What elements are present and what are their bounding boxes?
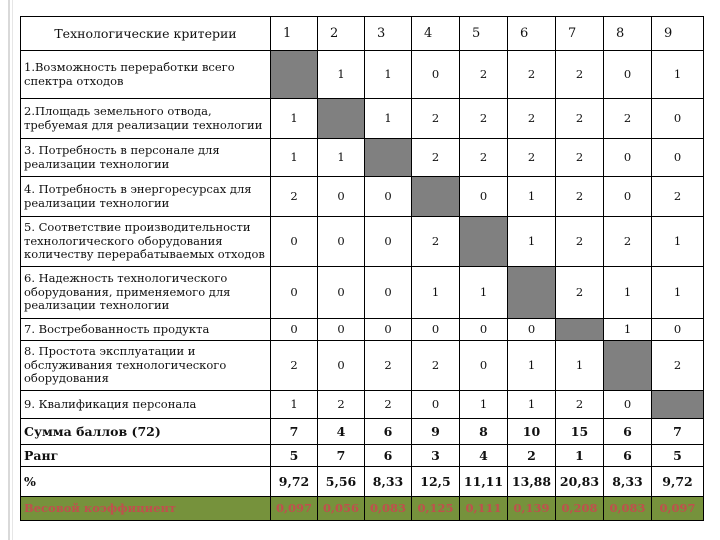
- matrix-cell: 0: [604, 51, 652, 99]
- matrix-cell: 2: [318, 391, 365, 419]
- matrix-cell: 0: [652, 99, 704, 139]
- criteria-label: 2.Площадь земельного отвода, требуемая для реализации технологии: [21, 99, 271, 139]
- weight-cell: 0,139: [508, 497, 556, 521]
- matrix-cell: 1: [508, 391, 556, 419]
- header-col-9: 9: [652, 17, 704, 51]
- matrix-cell: 1: [508, 177, 556, 217]
- matrix-cell: 2: [365, 341, 412, 391]
- header-col-4: 4: [412, 17, 460, 51]
- matrix-cell: 0: [365, 217, 412, 267]
- summary-cell: 7: [318, 445, 365, 467]
- matrix-cell: 0: [652, 319, 704, 341]
- weight-cell: 0,097: [271, 497, 318, 521]
- matrix-cell: 1: [508, 341, 556, 391]
- summary-cell: 8: [460, 419, 508, 445]
- criteria-row: [21, 139, 704, 177]
- matrix-cell: 0: [271, 267, 318, 319]
- matrix-cell: 2: [460, 51, 508, 99]
- matrix-cell: 2: [412, 99, 460, 139]
- matrix-cell: 2: [652, 177, 704, 217]
- matrix-cell: 1: [556, 341, 604, 391]
- weight-cell: 0,097: [652, 497, 704, 521]
- matrix-cell: 1: [318, 139, 365, 177]
- matrix-cell: 1: [604, 319, 652, 341]
- header-col-7: 7: [556, 17, 604, 51]
- criteria-label: 5. Соответствие производительности технологического оборудования количеству перерабатываемых отходов: [21, 217, 271, 267]
- summary-row: [21, 445, 704, 467]
- header-col-2: 2: [318, 17, 365, 51]
- criteria-row: [21, 341, 704, 391]
- header-col-1: 1: [271, 17, 318, 51]
- left-decorative-line-thin: [12, 0, 13, 540]
- matrix-cell: 0: [412, 391, 460, 419]
- matrix-cell: 0: [460, 319, 508, 341]
- header-col-8: 8: [604, 17, 652, 51]
- summary-cell: 20,83: [556, 467, 604, 497]
- summary-row: [21, 467, 704, 497]
- matrix-cell: 1: [271, 391, 318, 419]
- summary-label: Ранг: [21, 445, 271, 467]
- criteria-label: 1.Возможность переработки всего спектра отходов: [21, 51, 271, 99]
- summary-cell: 9,72: [652, 467, 704, 497]
- matrix-cell: 0: [271, 217, 318, 267]
- matrix-cell: 0: [412, 319, 460, 341]
- matrix-cell: 2: [556, 217, 604, 267]
- criteria-row: [21, 267, 704, 319]
- summary-cell: 5: [652, 445, 704, 467]
- matrix-cell: 1: [460, 267, 508, 319]
- matrix-cell: 1: [318, 51, 365, 99]
- weight-row: [21, 497, 704, 521]
- summary-cell: 6: [604, 419, 652, 445]
- matrix-cell: 0: [318, 341, 365, 391]
- criteria-label: 7. Востребованность продукта: [21, 319, 271, 341]
- criteria-label: 9. Квалификация персонала: [21, 391, 271, 419]
- matrix-cell: 0: [318, 267, 365, 319]
- header-col-6: 6: [508, 17, 556, 51]
- matrix-cell: 2: [556, 177, 604, 217]
- criteria-matrix-table: [20, 16, 704, 521]
- matrix-cell: 2: [412, 139, 460, 177]
- criteria-label: 4. Потребность в энергоресурсах для реализации технологии: [21, 177, 271, 217]
- matrix-cell: 0: [460, 341, 508, 391]
- summary-cell: 7: [271, 419, 318, 445]
- summary-cell: 5,56: [318, 467, 365, 497]
- left-decorative-line: [8, 0, 10, 540]
- criteria-row: [21, 51, 704, 99]
- matrix-cell: 2: [556, 391, 604, 419]
- matrix-cell: 1: [412, 267, 460, 319]
- matrix-cell: 2: [460, 139, 508, 177]
- diagonal-cell: [652, 391, 704, 419]
- matrix-cell: 2: [365, 391, 412, 419]
- weight-cell: 0,083: [604, 497, 652, 521]
- summary-cell: 13,88: [508, 467, 556, 497]
- matrix-cell: 0: [508, 319, 556, 341]
- weight-cell: 0,208: [556, 497, 604, 521]
- header-title-cell: Технологические критерии: [21, 17, 271, 51]
- summary-cell: 6: [604, 445, 652, 467]
- header-col-5: 5: [460, 17, 508, 51]
- diagonal-cell: [271, 51, 318, 99]
- matrix-cell: 0: [604, 139, 652, 177]
- weight-cell: 0,056: [318, 497, 365, 521]
- summary-label: %: [21, 467, 271, 497]
- matrix-cell: 1: [604, 267, 652, 319]
- criteria-row: [21, 217, 704, 267]
- summary-cell: 1: [556, 445, 604, 467]
- matrix-cell: 0: [604, 391, 652, 419]
- matrix-cell: 2: [508, 51, 556, 99]
- summary-cell: 6: [365, 419, 412, 445]
- matrix-cell: 0: [318, 319, 365, 341]
- matrix-cell: 1: [460, 391, 508, 419]
- matrix-cell: 2: [652, 341, 704, 391]
- matrix-cell: 1: [271, 139, 318, 177]
- matrix-cell: 2: [556, 51, 604, 99]
- matrix-cell: 0: [365, 319, 412, 341]
- criteria-label: 6. Надежность технологического оборудования, применяемого для реализации технологии: [21, 267, 271, 319]
- diagonal-cell: [318, 99, 365, 139]
- matrix-cell: 1: [365, 99, 412, 139]
- summary-cell: 12,5: [412, 467, 460, 497]
- header-col-3: 3: [365, 17, 412, 51]
- matrix-cell: 0: [412, 51, 460, 99]
- matrix-cell: 2: [604, 99, 652, 139]
- criteria-row: [21, 99, 704, 139]
- matrix-cell: 0: [652, 139, 704, 177]
- summary-cell: 4: [318, 419, 365, 445]
- summary-cell: 8,33: [365, 467, 412, 497]
- matrix-cell: 2: [508, 99, 556, 139]
- matrix-cell: 0: [365, 267, 412, 319]
- criteria-row: [21, 319, 704, 341]
- criteria-row: [21, 177, 704, 217]
- summary-cell: 9: [412, 419, 460, 445]
- criteria-label: 3. Потребность в персонале для реализации технологии: [21, 139, 271, 177]
- matrix-cell: 2: [271, 341, 318, 391]
- matrix-cell: 2: [556, 139, 604, 177]
- diagonal-cell: [508, 267, 556, 319]
- weight-cell: 0,125: [412, 497, 460, 521]
- diagonal-cell: [365, 139, 412, 177]
- header-row: [21, 17, 704, 51]
- matrix-cell: 2: [508, 139, 556, 177]
- diagonal-cell: [460, 217, 508, 267]
- summary-cell: 2: [508, 445, 556, 467]
- summary-cell: 11,11: [460, 467, 508, 497]
- matrix-cell: 2: [604, 217, 652, 267]
- criteria-row: [21, 391, 704, 419]
- matrix-cell: 1: [652, 217, 704, 267]
- summary-cell: 10: [508, 419, 556, 445]
- summary-cell: 5: [271, 445, 318, 467]
- matrix-cell: 2: [460, 99, 508, 139]
- weight-cell: 0,111: [460, 497, 508, 521]
- matrix-cell: 0: [460, 177, 508, 217]
- matrix-cell: 1: [652, 267, 704, 319]
- matrix-cell: 0: [604, 177, 652, 217]
- matrix-cell: 0: [365, 177, 412, 217]
- matrix-cell: 1: [508, 217, 556, 267]
- matrix-cell: 0: [271, 319, 318, 341]
- table-body: [21, 17, 704, 521]
- matrix-cell: 2: [556, 267, 604, 319]
- weight-label: Весовой коэффициент: [21, 497, 271, 521]
- criteria-label: 8. Простота эксплуатации и обслуживания технологического оборудования: [21, 341, 271, 391]
- matrix-cell: 1: [652, 51, 704, 99]
- matrix-cell: 1: [271, 99, 318, 139]
- matrix-cell: 2: [556, 99, 604, 139]
- summary-cell: 3: [412, 445, 460, 467]
- diagonal-cell: [412, 177, 460, 217]
- matrix-cell: 1: [365, 51, 412, 99]
- matrix-cell: 2: [412, 341, 460, 391]
- matrix-cell: 0: [318, 177, 365, 217]
- summary-cell: 15: [556, 419, 604, 445]
- diagonal-cell: [556, 319, 604, 341]
- summary-cell: 4: [460, 445, 508, 467]
- summary-cell: 7: [652, 419, 704, 445]
- weight-cell: 0,083: [365, 497, 412, 521]
- summary-cell: 6: [365, 445, 412, 467]
- summary-label: Сумма баллов (72): [21, 419, 271, 445]
- summary-cell: 9,72: [271, 467, 318, 497]
- matrix-cell: 0: [318, 217, 365, 267]
- matrix-cell: 2: [271, 177, 318, 217]
- summary-row: [21, 419, 704, 445]
- summary-cell: 8,33: [604, 467, 652, 497]
- matrix-cell: 2: [412, 217, 460, 267]
- diagonal-cell: [604, 341, 652, 391]
